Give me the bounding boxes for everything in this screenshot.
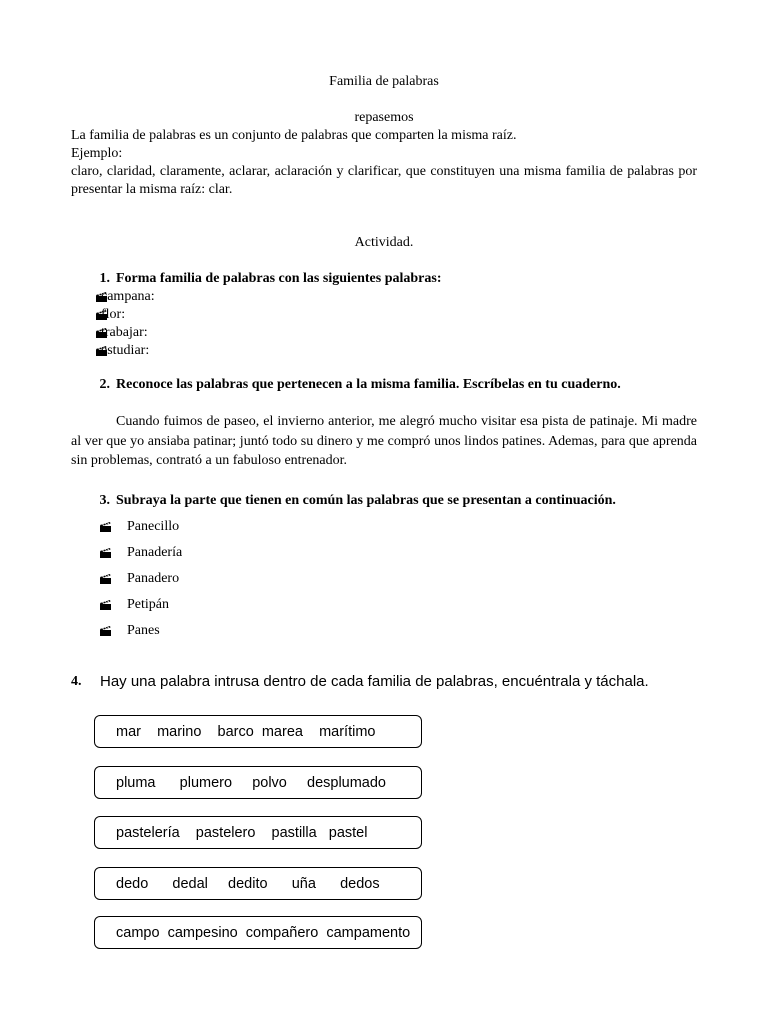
list-item (71, 324, 697, 342)
activity-heading: Actividad. (354, 235, 414, 250)
question-text: Forma familia de palabras con las siguientes palabras: (116, 271, 442, 286)
list-item (71, 517, 697, 543)
word-family-box: dedo dedal dedito uña dedos (94, 867, 422, 900)
clapper-bullet-icon (71, 517, 127, 532)
question-1 (71, 271, 697, 287)
word-family-box: pastelería pastelero pastilla pastel (94, 816, 422, 849)
question-2 (71, 377, 697, 393)
list-item-text: Panadería (127, 545, 183, 560)
list-item (71, 288, 697, 306)
question-number: 4. (71, 674, 82, 689)
clapper-bullet-icon (71, 292, 101, 302)
clapper-bullet-icon (71, 346, 101, 356)
clapper-bullet-icon (71, 595, 127, 610)
page-title: Familia de palabras (329, 74, 439, 89)
list-item (71, 543, 697, 569)
clapper-bullet-icon (71, 328, 101, 338)
question-number: 2. (99, 377, 110, 392)
word-family-box: campo campesino compañero campamento (94, 916, 422, 949)
definition-text: La familia de palabras es un conjunto de palabras que comparten la misma raíz. (71, 128, 517, 143)
question-3-list (71, 517, 697, 647)
question-text: Subraya la parte que tienen en común las palabras que se presentan a continuación. (116, 493, 616, 508)
question-text: Hay una palabra intrusa dentro de cada familia de palabras, encuéntrala y táchala. (100, 673, 649, 690)
list-item-text: estudiar: (101, 343, 150, 358)
question-1-list (71, 288, 697, 360)
list-item (71, 342, 697, 360)
example-text: claro, claridad, claramente, aclarar, aclaración y clarificar, que constituyen una misma familia de palabras por presentar la misma raíz: clar. (71, 164, 697, 197)
intro-section (71, 127, 697, 199)
list-item-text: campana: (101, 289, 155, 304)
question-number: 1. (99, 271, 110, 286)
page-subtitle: repasemos (354, 110, 414, 125)
list-item-text: trabajar: (101, 325, 148, 340)
list-item (71, 569, 697, 595)
list-item (71, 621, 697, 647)
clapper-bullet-icon (71, 621, 127, 636)
list-item-text: Petipán (127, 597, 169, 612)
question-number: 3. (99, 493, 110, 508)
list-item (71, 595, 697, 621)
example-label: Ejemplo: (71, 146, 123, 161)
clapper-bullet-icon (71, 543, 127, 558)
question-4 (71, 673, 697, 690)
word-family-box: mar marino barco marea marítimo (94, 715, 422, 748)
list-item (71, 306, 697, 324)
list-item-text: flor: (101, 307, 126, 322)
word-family-box: pluma plumero polvo desplumado (94, 766, 422, 799)
clapper-bullet-icon (71, 310, 101, 320)
list-item-text: Panes (127, 623, 160, 638)
reading-paragraph: Cuando fuimos de paseo, el invierno anterior, me alegró mucho visitar esa pista de patinaje. Mi madre al ver que yo ansiaba patinar; juntó todo su dinero y me compró unos lindos patines. Ademas, para que aprenda sin problemas, contrató a un fabuloso entrenador. (71, 414, 697, 468)
list-item-text: Panadero (127, 571, 180, 586)
list-item-text: Panecillo (127, 519, 180, 534)
clapper-bullet-icon (71, 569, 127, 584)
question-3 (71, 493, 697, 509)
question-text: Reconoce las palabras que pertenecen a la misma familia. Escríbelas en tu cuaderno. (116, 377, 621, 392)
